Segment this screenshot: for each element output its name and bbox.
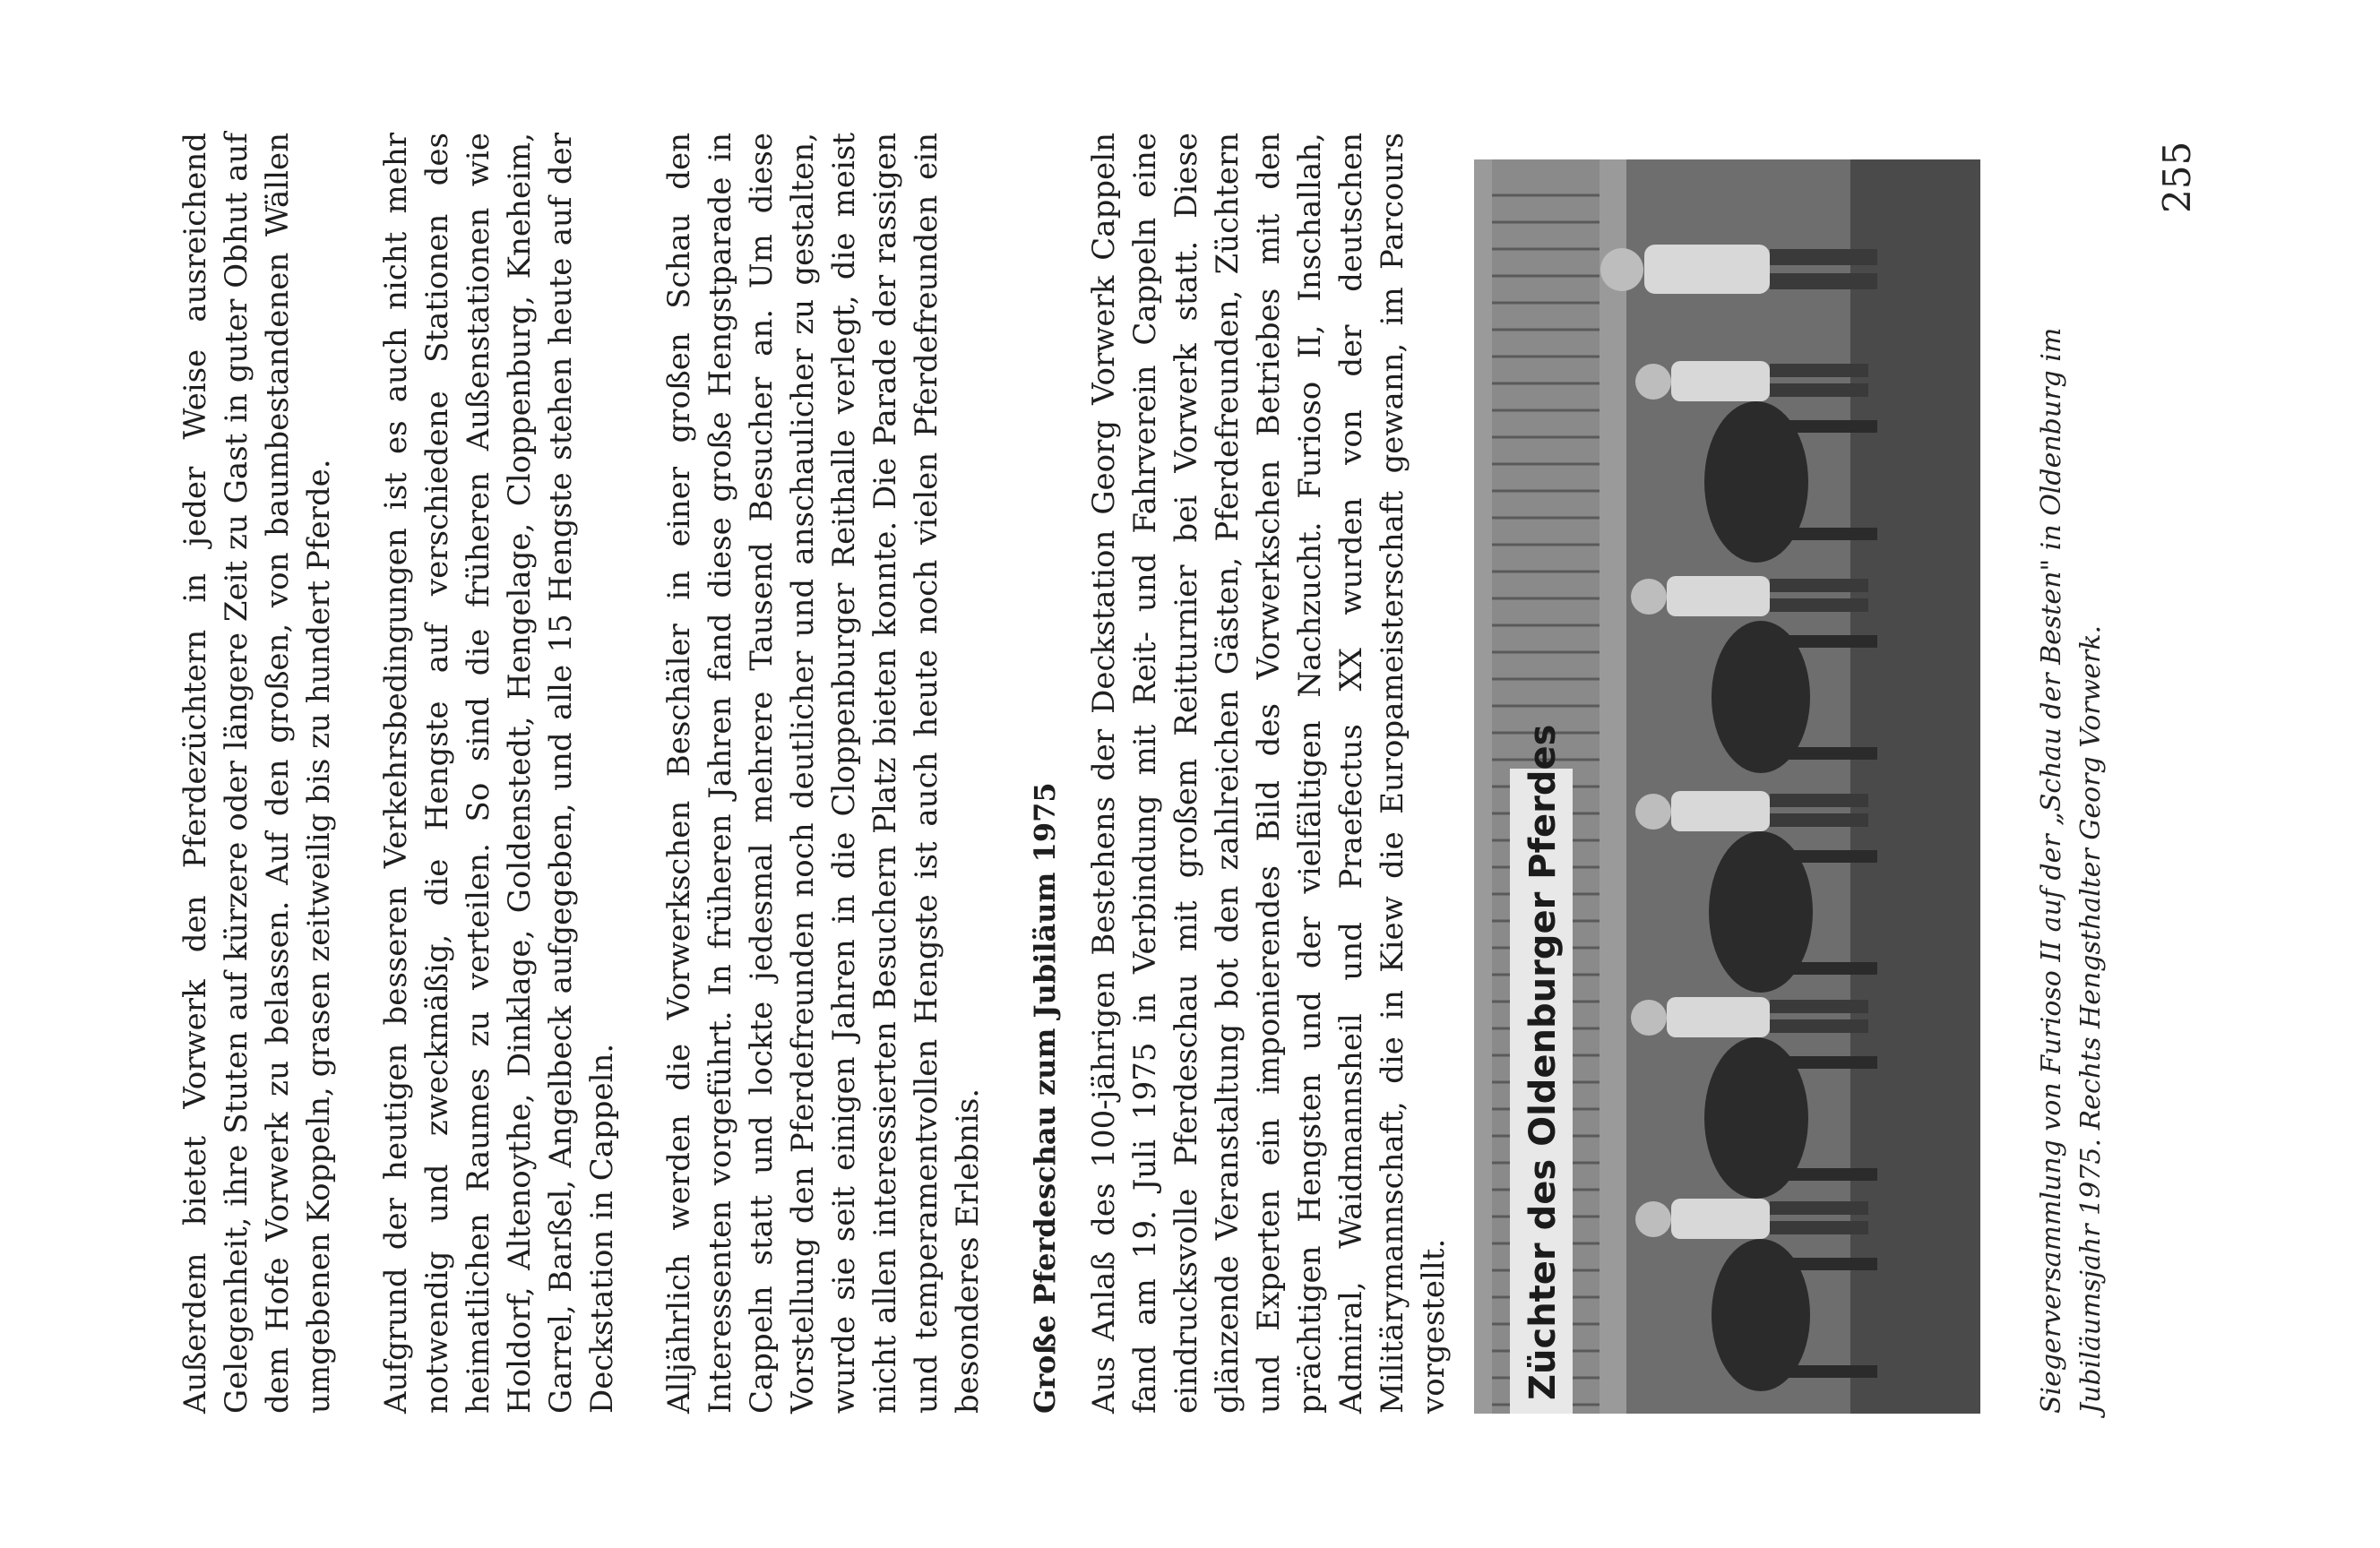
section-paragraph: Aus Anlaß des 100-jährigen Bestehens der Deckstation Georg Vorwerk Cappeln fand am 19. Juli 1975 in Verbindung mit Reit- und Fahrverein Cappeln eine eindrucksvolle Pferdeschau mit großem Reitturnier bei Vorwerk statt. Diese glänzende Veranstaltung bot den zahlreichen Gästen, Pferdefreunden, Züchtern und Experten ein imponierendes Bild des Vorwerkschen Betriebes mit den prächtigen Hengsten und der vielfältigen Nachzucht. Furioso II, Inschallah, Admiral, Waidmannsheil und Praefectus XX wurden von der deutschen Militärymannschaft, die in Kiew die Europameisterschaft gewann, im Parcours vorgestellt. xyxy=(1086,133,1452,1414)
banner xyxy=(1510,725,1573,1414)
paragraph-2: Aufgrund der heutigen besseren Verkehrsbedingungen ist es auch nicht mehr notwendig und zweckmäßig, die Hengste auf verschiedene Stationen des heimatlichen Raumes zu verteilen. So sind die früheren Außenstationen wie Holdorf, Altenoythe, Dinklage, Goldenstedt, Hengelage, Cloppenburg, Kneheim, Garrel, Barßel, Angelbeck aufgegeben, und alle 15 Hengste stehen heute auf der Deckstation in Cappeln. xyxy=(378,133,620,1414)
section-heading: Große Pferdeschau zum Jubiläum 1975 xyxy=(1028,782,1062,1414)
paragraph-3: Alljährlich werden die Vorwerkschen Beschäler in einer großen Schau den Interessenten vorgeführt. In früheren Jahren fand diese große Hengstparade in Cappeln statt und lockte jedesmal mehrere Tausend Besucher an. Um diese Vorstellung den Pferdefreunden noch deutlicher und anschaulicher zu gestalten, wurde sie seit einigen Jahren in die Cloppenburger Reithalle verlegt, die meist nicht allen interessierten Besuchern Platz bieten konnte. Die Parade der rassigen und temperamentvollen Hengste ist auch heute noch vielen Pferdefreunden ein besonderes Erlebnis. xyxy=(661,133,986,1414)
page-number: 255 xyxy=(2155,141,2199,213)
banner-text: Züchter des Oldenburger Pferdes xyxy=(1522,724,1564,1400)
caption-line-1: Siegerversammlung von Furioso II auf der „Schau der Besten" in Oldenburg im xyxy=(2036,327,2067,1414)
paragraph-1: Außerdem bietet Vorwerk den Pferdezüchtern in jeder Weise ausreichend Gelegenheit, ihre Stuten auf kürzere oder längere Zeit zu Gast in guter Obhut auf dem Hofe Vorwerk zu belassen. Auf den großen, von baumbestandenen Wällen umgebenen Koppeln, grasen zeitweilig bis zu hundert Pferde. xyxy=(177,133,337,1414)
horse-show-photo xyxy=(1474,159,1980,1414)
photo-caption xyxy=(2032,133,2111,1414)
caption-line-2: Jubiläumsjahr 1975. Rechts Hengsthalter Georg Vorwerk. xyxy=(2075,624,2107,1414)
photo-illustration xyxy=(1474,159,1980,1414)
body-text xyxy=(175,133,1490,1414)
